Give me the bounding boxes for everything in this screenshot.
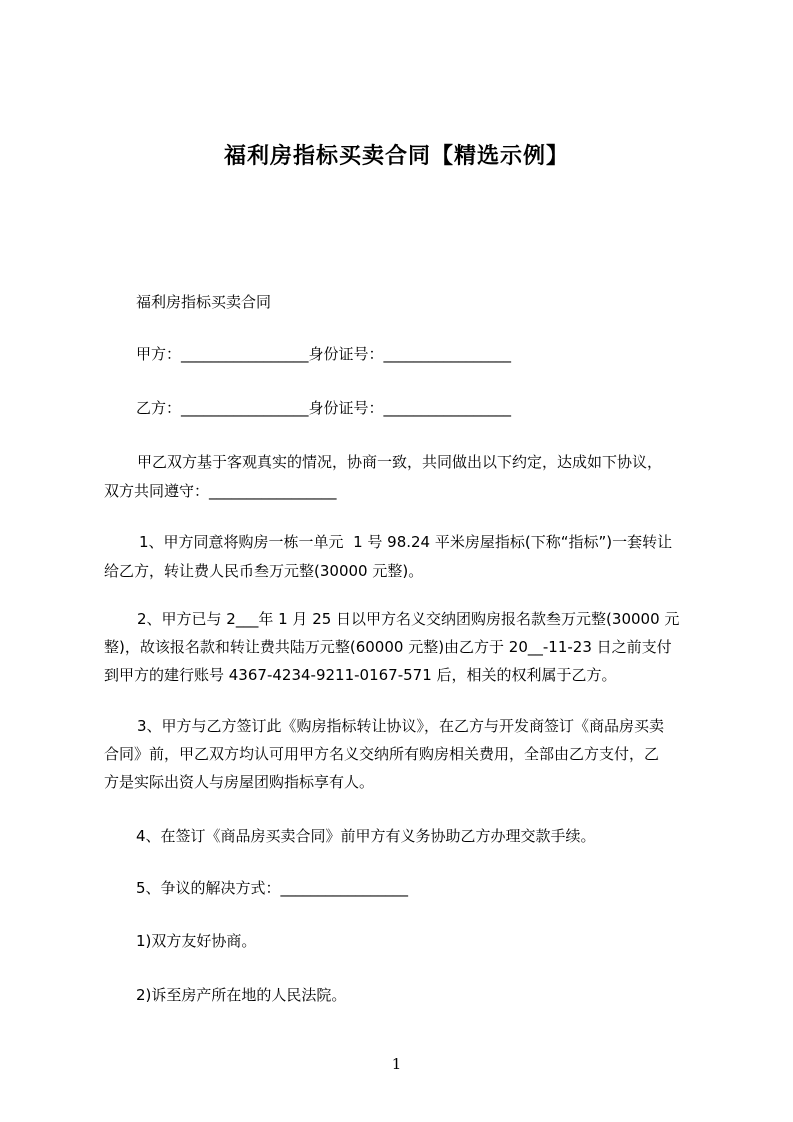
clause-3-line-3: 方是实际出资人与房屋团购指标享有人。 [104, 773, 375, 791]
intro-paragraph-line-1: 甲乙双方基于客观真实的情况，协商一致，共同做出以下约定，达成如下协议， [137, 453, 663, 471]
intro-paragraph-line-2: 双方共同遵守：_________________ [104, 482, 337, 500]
page-number: 1 [391, 1055, 402, 1073]
clause-2-line-2: 整)，故该报名款和转让费共陆万元整(60000 元整)由乙方于 20__-11-23 日之前支付 [104, 638, 672, 656]
clause-3-line-1: 3、甲方与乙方签订此《购房指标转让协议》，在乙方与开发商签订《商品房买卖 [137, 717, 665, 735]
clause-1-line-1: 1、甲方同意将购房一栋一单元 1 号 98.24 平米房屋指标(下称“指标”)一套转让 [139, 533, 673, 551]
party-b-line: 乙方：_________________身份证号：_________________ [136, 399, 512, 417]
clause-1-line-2: 给乙方，转让费人民币叁万元整(30000 元整)。 [104, 562, 424, 580]
contract-subtitle: 福利房指标买卖合同 [136, 293, 272, 311]
clause-2-line-1: 2、甲方已与 2___年 1 月 25 日以甲方名义交纳团购房报名款叁万元整(30000 元 [137, 610, 680, 628]
clause-3-line-2: 合同》前，甲乙双方均认可用甲方名义交纳所有购房相关费用，全部由乙方支付，乙 [104, 745, 660, 763]
party-a-line: 甲方：_________________身份证号：_________________ [136, 345, 512, 363]
dispute-option-1: 1)双方友好协商。 [136, 932, 257, 950]
clause-2-line-3: 到甲方的建行账号 4367-4234-9211-0167-571 后，相关的权利属于乙方。 [104, 666, 617, 684]
document-title: 福利房指标买卖合同【精选示例】 [223, 144, 569, 169]
clause-5: 5、争议的解决方式：_________________ [136, 879, 409, 897]
clause-4: 4、在签订《商品房买卖合同》前甲方有义务协助乙方办理交款手续。 [136, 827, 596, 845]
dispute-option-2: 2)诉至房产所在地的人民法院。 [136, 986, 347, 1004]
